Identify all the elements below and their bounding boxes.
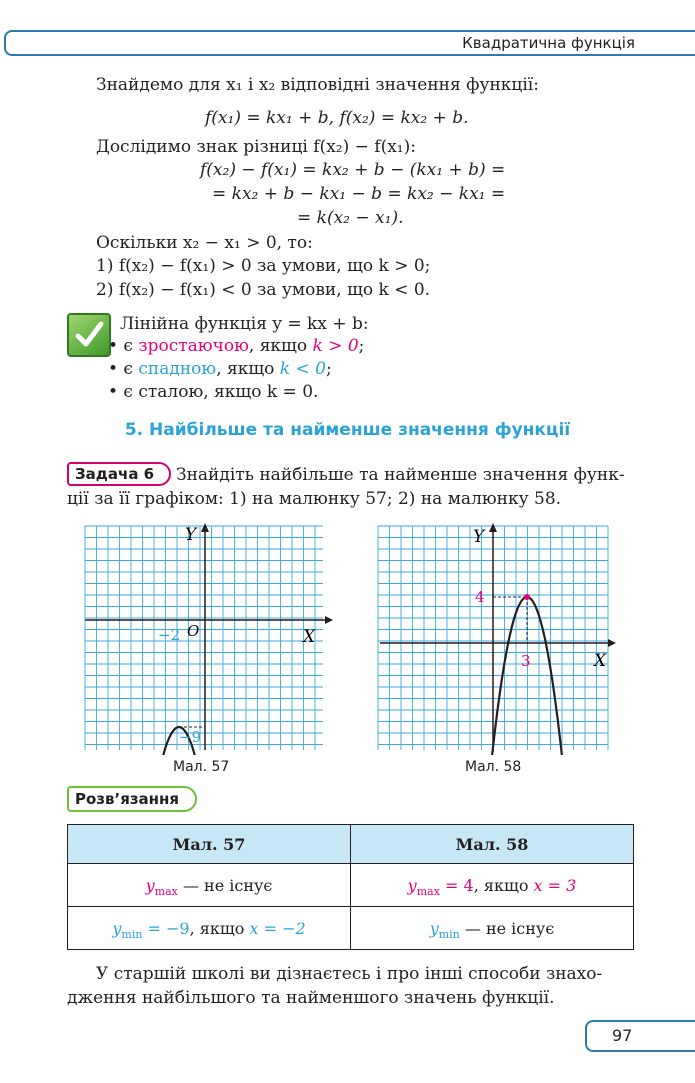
cell-ymin-57 <box>68 907 351 950</box>
caption-58: Мал. 58 <box>465 759 522 775</box>
rule-title: Лінійна функція y = kx + b: <box>120 314 369 334</box>
header-cell-57: Мал. 57 <box>68 825 351 864</box>
table-header-row <box>68 825 634 864</box>
table-row <box>68 864 634 907</box>
cell-ymax-57 <box>68 864 351 907</box>
cell-ymax-58 <box>351 864 634 907</box>
text-line-1: Знайдемо для x₁ і x₂ відповідні значення функції: <box>96 75 539 95</box>
y-symbol: y <box>407 875 417 895</box>
task-text-line-2: ції за її графіком: 1) на малюнку 57; 2) на малюнку 58. <box>67 489 562 509</box>
task-text-line-1: Знайдіть найбільше та найменше значення функ- <box>176 465 625 485</box>
y-axis-arrow <box>201 523 209 532</box>
x-axis-label: X <box>594 651 607 671</box>
rule-bullet-increasing <box>108 335 364 357</box>
y-symbol: y <box>145 875 155 895</box>
bullet-text: • є <box>108 359 139 379</box>
parabola-curve <box>492 597 570 755</box>
bullet-text: • є <box>108 336 139 356</box>
condition-k-negative: k < 0 <box>279 359 326 379</box>
text-line-8: 1) f(x₂) − f(x₁) > 0 за умови, що k > 0; <box>96 256 431 276</box>
bullet-text: ; <box>358 336 365 356</box>
closing-line-2: дження найбільшого та найменшого значень функції. <box>67 988 555 1008</box>
subscript: max <box>154 884 178 898</box>
subscript: min <box>438 927 460 941</box>
bullet-text: ; <box>325 359 332 379</box>
page-number-box <box>585 1020 695 1052</box>
text-line-3: Дослідимо знак різниці f(x₂) − f(x₁): <box>96 137 416 157</box>
cell-text: , якщо <box>189 918 250 938</box>
running-header: Квадратична функція <box>462 34 635 52</box>
origin-label: O <box>187 622 200 640</box>
text-line-7: Оскільки x₂ − x₁ > 0, то: <box>96 233 313 253</box>
graph-58 <box>370 520 620 755</box>
solution-label: Розв’язання <box>67 786 197 812</box>
vertex-x-label: 3 <box>521 652 531 670</box>
cell-value: = 4 <box>439 875 474 895</box>
closing-line-1: У старшій школі ви дізнаєтесь і про інші способи знахо- <box>96 964 603 984</box>
header-cell-58: Мал. 58 <box>351 825 634 864</box>
section-title: 5. Найбільше та найменше значення функції <box>124 420 571 440</box>
term-increasing: зростаючою <box>138 336 249 356</box>
text-line-2: f(x₁) = kx₁ + b, f(x₂) = kx₂ + b. <box>205 108 469 128</box>
x-axis-arrow <box>325 616 333 624</box>
checkmark-icon <box>67 313 111 357</box>
x-axis-label: X <box>303 627 316 647</box>
vertex-x-label: −2 <box>158 626 181 644</box>
cell-text: — не існує <box>177 875 273 895</box>
results-table <box>67 824 634 950</box>
subscript: min <box>121 927 143 941</box>
y-axis-label: Y <box>185 525 197 545</box>
caption-57: Мал. 57 <box>173 759 230 775</box>
rule-bullet-constant: • є сталою, якщо k = 0. <box>108 382 319 402</box>
cell-condition: x = −2 <box>249 918 306 938</box>
subscript: max <box>416 884 440 898</box>
text-line-9: 2) f(x₂) − f(x₁) < 0 за умови, що k < 0. <box>96 280 431 300</box>
vertex-point <box>524 594 530 600</box>
cell-text: , якщо <box>473 875 534 895</box>
graph-57 <box>75 520 335 755</box>
page-number: 97 <box>612 1026 633 1045</box>
table-row <box>68 907 634 950</box>
vertex-y-label: −9 <box>179 728 202 746</box>
condition-k-positive: k > 0 <box>312 336 359 356</box>
vertex-y-label: 4 <box>475 588 485 606</box>
y-symbol: y <box>429 918 439 938</box>
text-line-6: = k(x₂ − x₁). <box>297 208 404 228</box>
text-line-4: f(x₂) − f(x₁) = kx₂ + b − (kx₁ + b) = <box>200 160 506 180</box>
grid <box>85 526 323 750</box>
cell-value: = −9 <box>142 918 190 938</box>
x-axis-arrow <box>608 639 616 647</box>
cell-ymin-58 <box>351 907 634 950</box>
y-axis-arrow <box>489 523 497 532</box>
text-line-5: = kx₂ + b − kx₁ − b = kx₂ − kx₁ = <box>212 184 506 204</box>
cell-text: — не існує <box>459 918 555 938</box>
task-label: Задача 6 <box>67 462 171 486</box>
rule-bullet-decreasing <box>108 358 332 380</box>
cell-condition: x = 3 <box>533 875 577 895</box>
y-symbol: y <box>112 918 122 938</box>
bullet-text: , якщо <box>216 359 280 379</box>
term-decreasing: спадною <box>138 359 217 379</box>
y-axis-label: Y <box>473 527 485 547</box>
bullet-text: , якщо <box>248 336 313 356</box>
